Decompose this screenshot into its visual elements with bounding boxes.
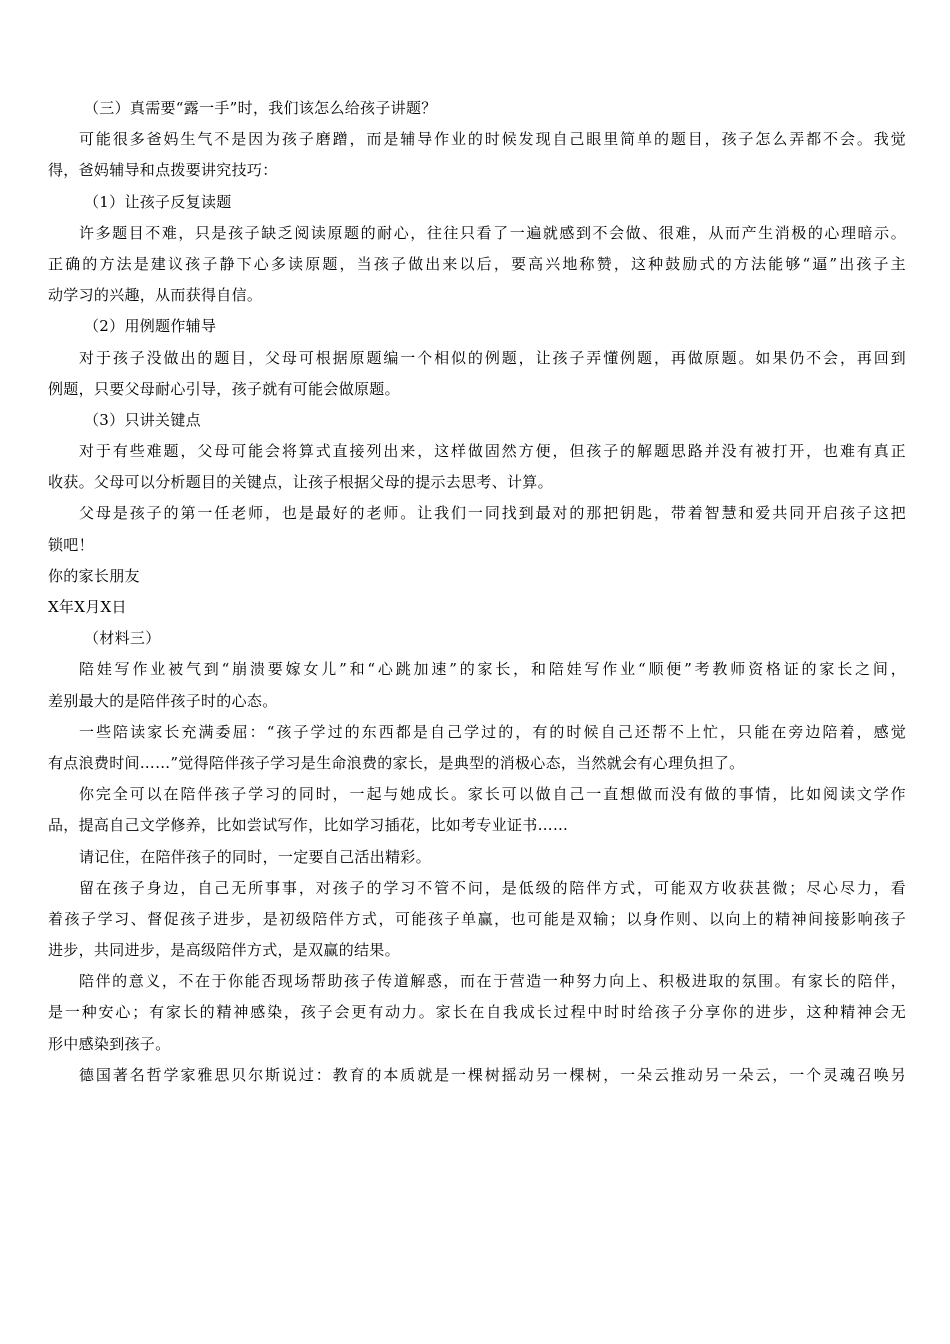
paragraph-line: 请记住，在陪伴孩子的同时，一定要自己活出精彩。 <box>79 847 431 866</box>
paragraph-line: 有点浪费时间……”觉得陪伴孩子学习是生命浪费的家长，是典型的消极心态，当然就会有心理负担了。 <box>48 753 745 772</box>
subheading: （2）用例题作辅导 <box>84 317 217 336</box>
paragraph-line: 陪娃写作业被气到“崩溃要嫁女儿”和“心跳加速”的家长，和陪娃写作业“顺便”考教师资格证的家长之间， <box>79 660 906 679</box>
paragraph-line: 例题，只要父母耐心引导，孩子就有可能会做原题。 <box>48 379 400 398</box>
paragraph-line: 锁吧！ <box>48 535 94 554</box>
paragraph-line: 进步，共同进步，是高级陪伴方式，是双赢的结果。 <box>48 941 400 960</box>
paragraph-line: 留在孩子身边，自己无所事事，对孩子的学习不管不问，是低级的陪伴方式，可能双方收获甚微；尽心尽力，看 <box>79 878 906 897</box>
paragraph-line: 你完全可以在陪伴孩子学习的同时，一起与她成长。家长可以做自己一直想做而没有做的事情，比如阅读文学作 <box>79 785 906 804</box>
paragraph-line: 收获。父母可以分析题目的关键点，让孩子根据父母的提示去思考、计算。 <box>48 473 553 492</box>
signature-line: 你的家长朋友 <box>48 566 140 585</box>
document-page <box>48 93 906 1091</box>
paragraph-line: 父母是孩子的第一任老师，也是最好的老师。让我们一同找到最对的那把钥匙，带着智慧和爱共同开启孩子这把 <box>79 504 906 523</box>
paragraph-line: 差别最大的是陪伴孩子时的心态。 <box>48 691 278 710</box>
section-heading: （三）真需要“露一手”时，我们该怎么给孩子讲题？ <box>84 99 437 117</box>
paragraph-line: 是一种安心；有家长的精神感染，孩子会更有动力。家长在自我成长过程中时时给孩子分享你的进步，这种精神会无 <box>48 1003 906 1022</box>
paragraph-line: 对于有些难题，父母可能会将算式直接列出来，这样做固然方便，但孩子的解题思路并没有被打开，也难有真正 <box>79 442 906 461</box>
paragraph-line: 动学习的兴趣，从而获得自信。 <box>48 286 263 305</box>
paragraph-line: 得，爸妈辅导和点拨要讲究技巧： <box>48 161 278 180</box>
paragraph-line: 品，提高自己文学修养，比如尝试写作，比如学习插花，比如考专业证书…… <box>48 816 569 835</box>
paragraph-line: 对于孩子没做出的题目，父母可根据原题编一个相似的例题，让孩子弄懂例题，再做原题。如果仍不会，再回到 <box>79 348 906 367</box>
paragraph-line: 陪伴的意义，不在于你能否现场帮助孩子传道解惑，而在于营造一种努力向上、积极进取的氛围。有家长的陪伴， <box>79 972 906 991</box>
paragraph-line: 形中感染到孩子。 <box>48 1034 171 1053</box>
paragraph-line: 许多题目不难，只是孩子缺乏阅读原题的耐心，往往只看了一遍就感到不会做、很难，从而产生消极的心理暗示。 <box>79 223 906 242</box>
paragraph-line: 德国著名哲学家雅思贝尔斯说过：教育的本质就是一棵树摇动另一棵树，一朵云推动另一朵云，一个灵魂召唤另 <box>79 1065 906 1084</box>
paragraph-line: 着孩子学习、督促孩子进步，是初级陪伴方式，可能孩子单赢，也可能是双输；以身作则、以向上的精神间接影响孩子 <box>48 909 906 928</box>
material-heading: （材料三） <box>84 629 161 648</box>
paragraph-line: 一些陪读家长充满委屈：“孩子学过的东西都是自己学过的，有的时候自己还帮不上忙，只能在旁边陪着，感觉 <box>79 722 906 741</box>
paragraph-line: 正确的方法是建议孩子静下心多读原题，当孩子做出来以后，要高兴地称赞，这种鼓励式的方法能够“逼”出孩子主 <box>48 254 906 273</box>
date-line: X年X月X日 <box>48 598 127 616</box>
subheading: （1）让孩子反复读题 <box>84 192 232 211</box>
subheading: （3）只讲关键点 <box>84 410 201 429</box>
paragraph-line: 可能很多爸妈生气不是因为孩子磨蹭，而是辅导作业的时候发现自己眼里简单的题目，孩子怎么弄都不会。我觉 <box>79 130 906 149</box>
